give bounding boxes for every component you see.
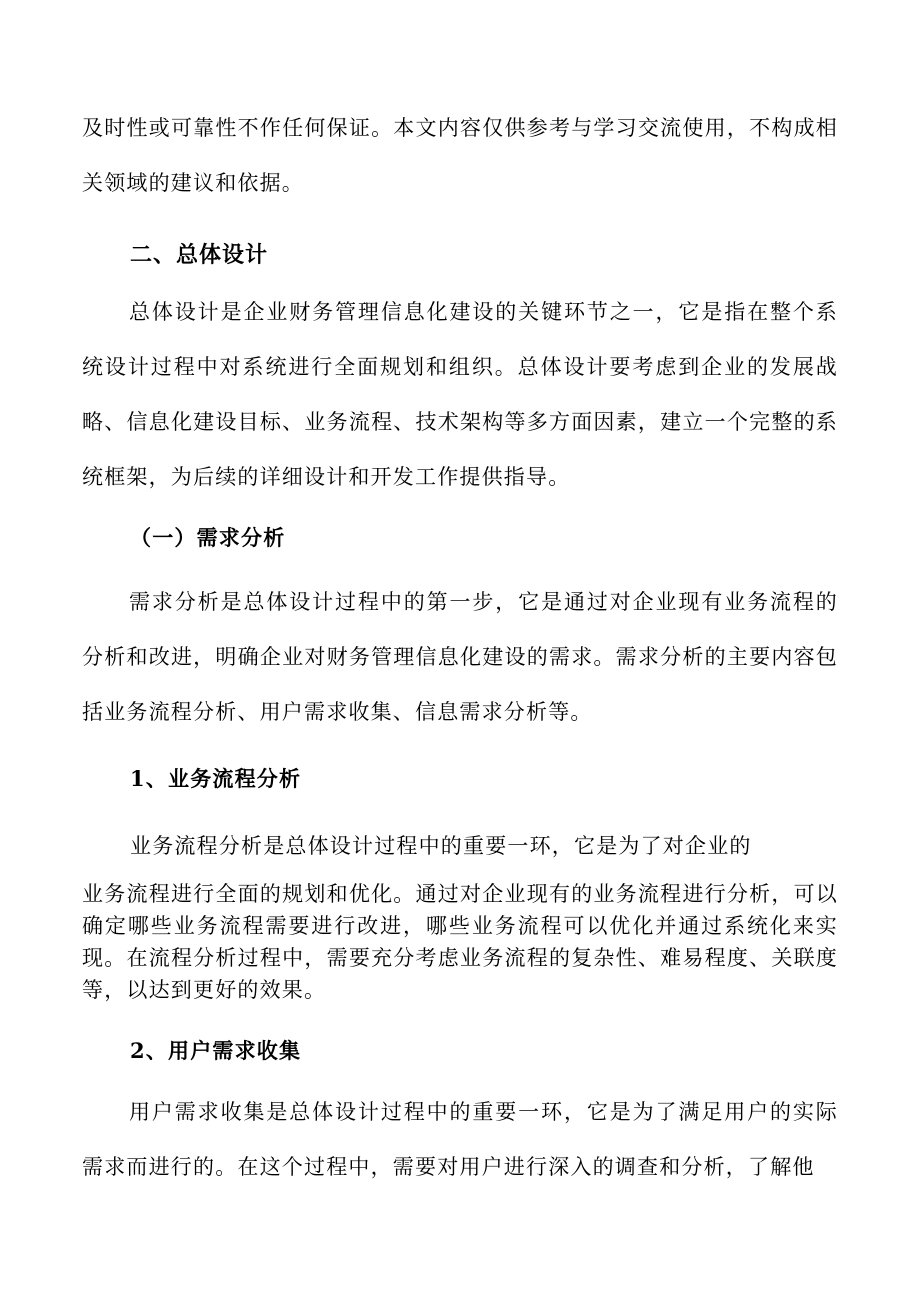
intro-continuation-paragraph: 及时性或可靠性不作任何保证。本文内容仅供参考与学习交流使用，不构成相关领域的建议和依据。: [82, 116, 838, 195]
item-two-heading: 2、用户需求收集: [130, 1038, 302, 1063]
item-one-paragraph: 业务流程进行全面的规划和优化。通过对企业现有的业务流程进行分析，可以确定哪些业务流程需要进行改进，哪些业务流程可以优化并通过系统化来实现。在流程分析过程中，需要充分考虑业务流程的复杂性、难易程度、关联度等，以达到更好的效果。: [82, 882, 838, 1002]
subsection-one-paragraph: 需求分析是总体设计过程中的第一步，它是通过对企业现有业务流程的分析和改进，明确企业对财务管理信息化建设的需求。需求分析的主要内容包括业务流程分析、用户需求收集、信息需求分析等。: [82, 590, 838, 724]
section-two-paragraph: 总体设计是企业财务管理信息化建设的关键环节之一，它是指在整个系统设计过程中对系统进行全面规划和组织。总体设计要考虑到企业的发展战略、信息化建设目标、业务流程、技术架构等多方面因素，建立一个完整的系统框架，为后续的详细设计和开发工作提供指导。: [82, 300, 838, 489]
subsection-one-heading: （一）需求分析: [130, 525, 286, 550]
item-one-first-line: 业务流程分析是总体设计过程中的重要一环，它是为了对企业的: [130, 834, 752, 858]
section-two-heading: 二、总体设计: [130, 243, 269, 268]
item-two-paragraph: 用户需求收集是总体设计过程中的重要一环，它是为了满足用户的实际需求而进行的。在这个过程中，需要对用户进行深入的调查和分析，了解他: [82, 1100, 838, 1179]
item-one-heading: 1、业务流程分析: [130, 766, 302, 791]
